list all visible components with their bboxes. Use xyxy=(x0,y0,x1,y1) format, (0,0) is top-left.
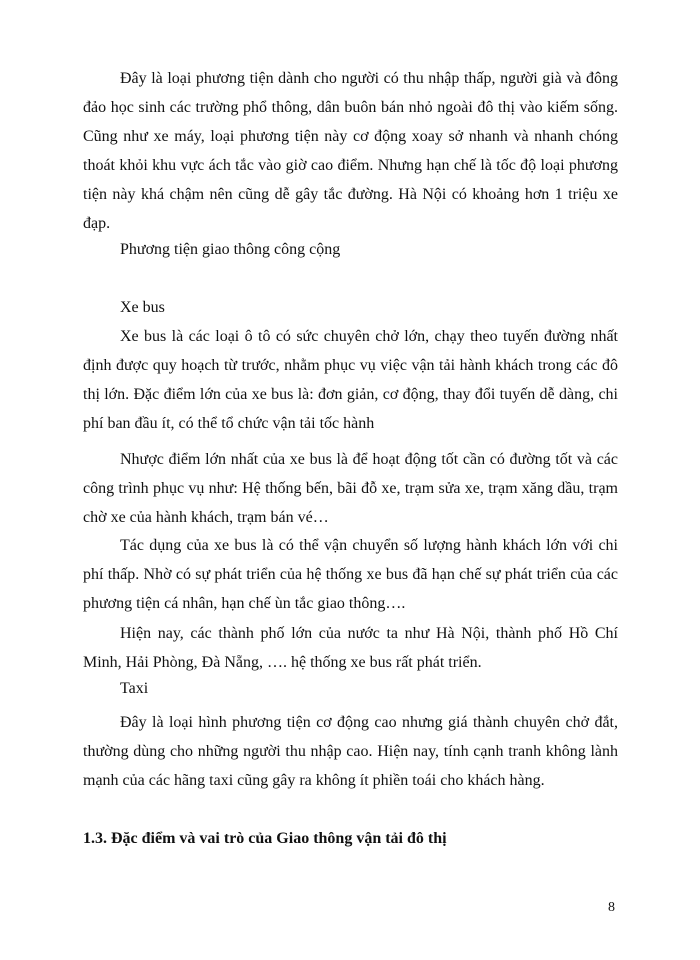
public-transport-subheading: Phương tiện giao thông công cộng xyxy=(120,241,341,258)
bus-paragraph-3: Tác dụng của xe bus là có thể vận chuyển số lượng hành khách lớn với chi phí thấp. Nhờ có sự phát triển của hệ thống xe bus đã hạn chế sự phát triển của các phương tiện cá nhân, hạn chế ùn tắc giao thông…. xyxy=(83,537,618,612)
section-heading: 1.3. Đặc điểm và vai trò của Giao thông vận tải đô thị xyxy=(83,830,447,847)
bus-paragraph-4: Hiện nay, các thành phố lớn của nước ta như Hà Nội, thành phố Hồ Chí Minh, Hải Phòng, Đà Nẵng, …. hệ thống xe bus rất phát triển. xyxy=(83,625,618,671)
taxi-paragraph: Đây là loại hình phương tiện cơ động cao nhưng giá thành chuyên chở đắt, thường dùng cho những người thu nhập cao. Hiện nay, tính cạnh tranh không lành mạnh của các hãng taxi cũng gây ra không ít phiền toái cho khách hàng. xyxy=(83,714,618,789)
bicycle-paragraph: Đây là loại phương tiện dành cho người có thu nhập thấp, người già và đông đảo học sinh các trường phổ thông, dân buôn bán nhỏ ngoài đô thị vào kiếm sống. Cũng như xe máy, loại phương tiện này cơ động xoay sở nhanh và nhanh chóng thoát khỏi khu vực ách tắc vào giờ cao điểm. Nhưng hạn chế là tốc độ loại phương tiện này khá chậm nên cũng dễ gây tắc đường. Hà Nội có khoảng hơn 1 triệu xe đạp. xyxy=(83,70,618,232)
bus-paragraph-1: Xe bus là các loại ô tô có sức chuyên chở lớn, chạy theo tuyến đường nhất định được quy hoạch từ trước, nhằm phục vụ việc vận tải hành khách trong các đô thị lớn. Đặc điểm lớn của xe bus là: đơn giản, cơ động, thay đổi tuyến dễ dàng, chi phí ban đầu ít, có thể tổ chức vận tải tốc hành xyxy=(83,328,618,432)
taxi-subheading: Taxi xyxy=(120,680,149,697)
bus-paragraph-2: Nhược điểm lớn nhất của xe bus là để hoạt động tốt cần có đường tốt và các công trình phục vụ như: Hệ thống bến, bãi đỗ xe, trạm sửa xe, trạm xăng dầu, trạm chờ xe của hành khách, trạm bán vé… xyxy=(83,451,618,526)
page-number: 8 xyxy=(608,900,615,915)
bus-subheading: Xe bus xyxy=(120,299,165,316)
